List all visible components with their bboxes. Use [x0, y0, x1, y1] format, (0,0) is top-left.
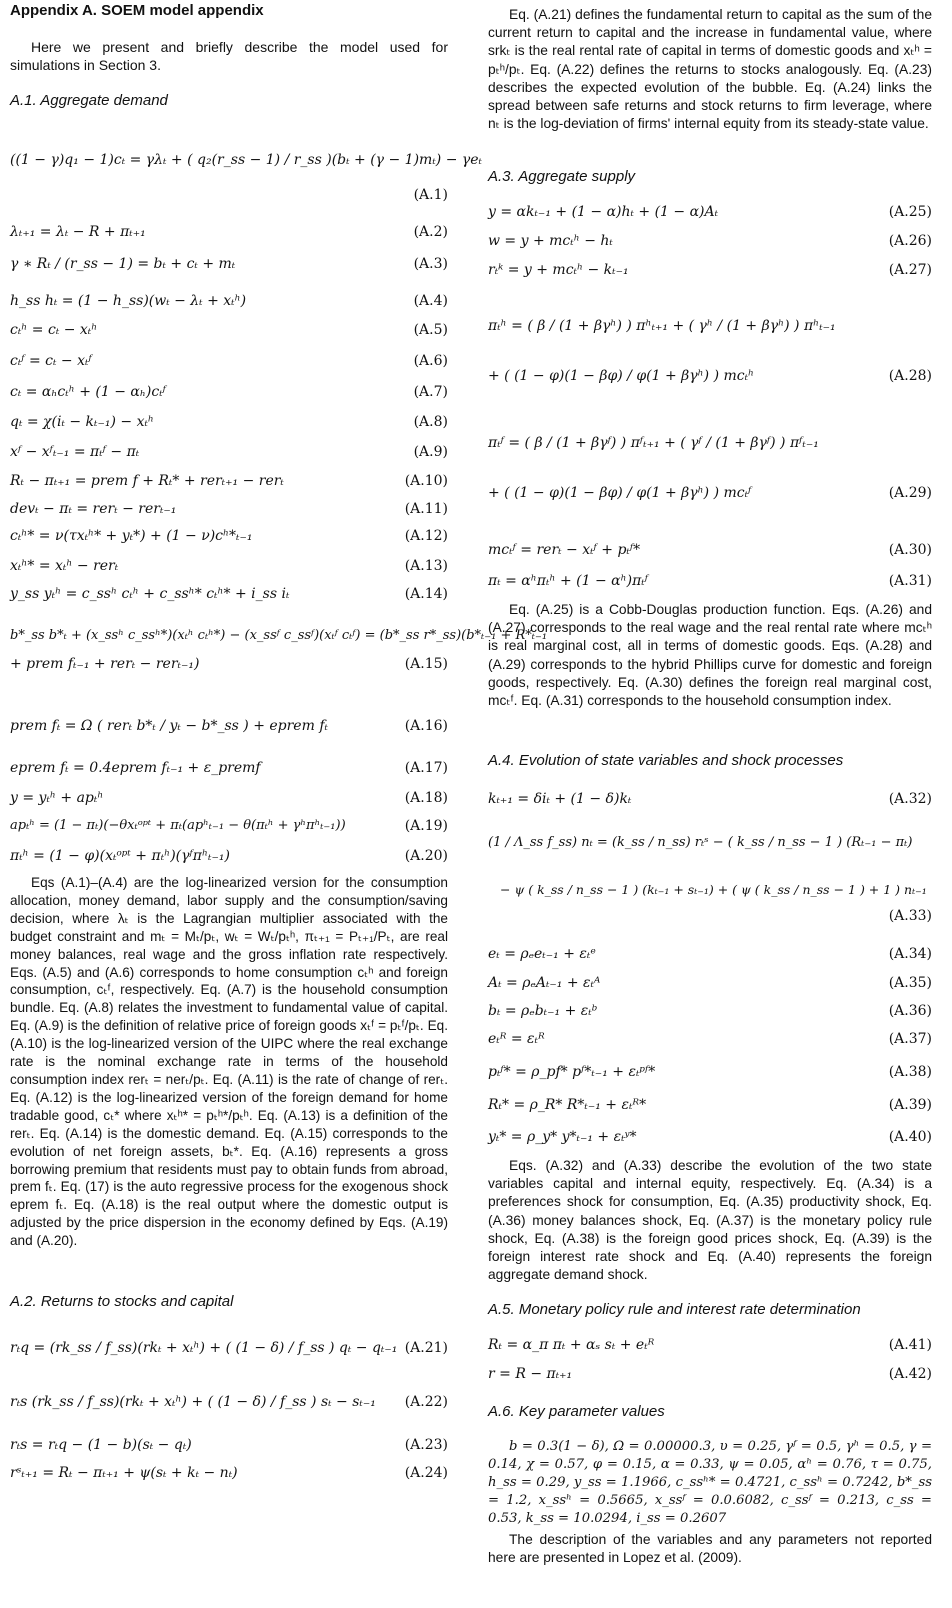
equation-a35: Aₜ = ρₑAₜ₋₁ + εₜᴬ (A.35) [488, 975, 932, 991]
equation-a27: rₜᵏ = y + mcₜʰ − kₜ₋₁ (A.27) [488, 262, 932, 278]
equation-a2: λₜ₊₁ = λₜ − R + πₜ₊₁ (A.2) [10, 224, 448, 240]
section-heading-a5: A.5. Monetary policy rule and interest rate determination [488, 1301, 861, 1318]
equation-a23: rₜs = rₜq − (1 − b)(sₜ − qₜ) (A.23) [10, 1437, 448, 1453]
equation-a22: rₜs (rk_ss / f_ss)(rkₜ + xₜʰ) + ( (1 − δ) / f_ss ) sₜ − sₜ₋₁ (A.22) [10, 1394, 448, 1410]
section-heading-a4: A.4. Evolution of state variables and shock processes [488, 752, 844, 769]
equation-a36: bₜ = ρₑbₜ₋₁ + εₜᵇ (A.36) [488, 1003, 932, 1019]
equation-a13: xₜʰ* = xₜʰ − rerₜ (A.13) [10, 558, 448, 574]
equation-a15-line2: + prem fₜ₋₁ + rerₜ − rerₜ₋₁) (A.15) [10, 656, 448, 672]
a1-description-paragraph: Eqs (A.1)–(A.4) are the log-linearized version for the consumption allocation, money demand, labor supply and the consumption/saving decision, where λₜ is the Lagrangian multiplier associated with the budget constraint and mₜ = Mₜ/pₜ, wₜ = Wₜ/pₜʰ, πₜ₊₁ = Pₜ₊₁/Pₜ, are real money balances, real wage and the gross inflation rate respectively. Eqs. (A.5) and (A.6) corresponds to home consumption cₜʰ and foreign consumption, cₜᶠ, respectively. Eq. (A.7) is the household consumption bundle. Eq. (A.8) relates the investment to fundamental value of capital. Eq. (A.9) is the definition of relative price of foreign goods xₜᶠ = pₜᶠ/pₜ. Eq. (A.10) is the log-linearized version of the UIPC where the real exchange rate is the nominal exchange rate in terms of the household consumption index rerₜ = nerₜ/pₜ. Eq. (A.11) is the rate of change of rerₜ. Eq. (A.12) is the log-linearized version of the foreign demand for home tradable good, cₜ* where xₜʰ* = pₜʰ*/pₜʰ. Eq. (A.13) is a definition of the rerₜ. Eq. (A.14) is the domestic demand. Eq. (A.15) corresponds to the evolution of net foreign assets, bₜ*. Eq. (A.16) represents a gross borrowing premium that residents must pay to obtain funds from abroad, prem fₜ. Eq. (17) is the auto regressive process for the exogenous shock eprem fₜ. Eq. (A.18) is the real output where the domestic output is adjusted by the price dispersion in the economy defined by Eqs. (A.19) and (A.20). [10, 875, 448, 1249]
parameter-values: b = 0.3(1 − δ), Ω = 0.00000.3, υ = 0.25, γᶠ = 0.5, γʰ = 0.5, γ = 0.14, χ = 0.57, φ = 0.15, α = 0.33, ψ = 0.05, αʰ = 0.76, τ = 0.75, h_ss = 0.29, y_ss = 1.1966, c_ssʰ* = 0.4721, c_ssʰ = 0.7242, b*_ss = 1.2, x_ssʰ = 0.5665, x_ssᶠ = 0.0.6082, c_ssᶠ = 0.213, c_ss = 0.53, k_ss = 10.0294, i_ss = 0.2607 [488, 1439, 932, 1526]
equation-a11: devₜ − πₜ = rerₜ − rerₜ₋₁ (A.11) [10, 501, 448, 517]
a3-description-paragraph: Eq. (A.25) is a Cobb-Douglas production function. Eqs. (A.26) and (A.27) corresponds to the real wage and the real rental rate where mcₜʰ is real marginal cost, all in terms of domestic goods. Eqs. (A.28) and (A.29) corresponds to the hybrid Phillips curve for domestic and foreign goods, respectively. Eq. (A.30) defines the foreign real marginal cost, mcₜᶠ. Eq. (A.31) corresponds to the household consumption index. [488, 602, 932, 709]
equation-a5: cₜʰ = cₜ − xₜʰ (A.5) [10, 322, 448, 338]
equation-a24: rˢₜ₊₁ = Rₜ − πₜ₊₁ + ψ(sₜ + kₜ − nₜ) (A.24) [10, 1465, 448, 1481]
equation-a9: xᶠ − xᶠₜ₋₁ = πₜᶠ − πₜ (A.9) [10, 444, 448, 460]
equation-a39: Rₜ* = ρ_R* R*ₜ₋₁ + εₜᴿ* (A.39) [488, 1097, 932, 1113]
equation-a33-line1: (1 / Λ_ss f_ss) nₜ = (k_ss / n_ss) rₜˢ − ( k_ss / n_ss − 1 ) (Rₜ₋₁ − πₜ) [488, 835, 913, 850]
section-heading-a6: A.6. Key parameter values [488, 1403, 665, 1420]
equation-a17: eprem fₜ = 0.4eprem fₜ₋₁ + ε_premf (A.17) [10, 760, 448, 776]
a4-description-paragraph: Eqs. (A.32) and (A.33) describe the evolution of the two state variables capital and internal equity, respectively. Eq. (A.34) is a preferences shock for consumption, Eq. (A.35) productivity shock, Eq. (A.36) money balances shock, Eq. (A.37) is the monetary policy rule shock, Eq. (A.38) is the foreign good prices shock, Eq. (A.39) is the foreign interest rate shock and Eq. (A.40) represents the foreign aggregate demand shock. [488, 1158, 932, 1283]
equation-a25: y = αkₜ₋₁ + (1 − α)hₜ + (1 − α)Aₜ (A.25) [488, 204, 932, 220]
equation-a37: eₜᴿ = εₜᴿ (A.37) [488, 1031, 932, 1047]
equation-a19: apₜʰ = (1 − πₜ)(−θxₜᵒᵖᵗ + πₜ(apʰₜ₋₁ − θ(πₜʰ + γʰπʰₜ₋₁)) (A.19) [10, 818, 448, 834]
equation-a8: qₜ = χ(iₜ − kₜ₋₁) − xₜʰ (A.8) [10, 414, 448, 430]
equation-a26: w = y + mcₜʰ − hₜ (A.26) [488, 233, 932, 249]
equation-a28-line1: πₜʰ = ( β / (1 + βγʰ) ) πʰₜ₊₁ + ( γʰ / (1 + βγʰ) ) πʰₜ₋₁ [488, 318, 836, 334]
equation-a3: γ ∗ Rₜ / (r_ss − 1) = bₜ + cₜ + mₜ (A.3) [10, 256, 448, 272]
equation-a10: Rₜ − πₜ₊₁ = prem f + Rₜ* + rerₜ₊₁ − rerₜ (A.10) [10, 473, 448, 489]
equation-number: (A.1) [413, 187, 448, 203]
equation-a38: pₜᶠ* = ρ_pf* pᶠ*ₜ₋₁ + εₜᵖᶠ* (A.38) [488, 1064, 932, 1080]
equation-a42: r = R − πₜ₊₁ (A.42) [488, 1366, 932, 1382]
equation-a40: yₜ* = ρ_y* y*ₜ₋₁ + εₜʸ* (A.40) [488, 1129, 932, 1145]
equation-a28-line2: + ( (1 − φ)(1 − βφ) / φ(1 + βγʰ) ) mcₜʰ (A.28) [488, 368, 932, 384]
intro-paragraph: Here we present and briefly describe the model used for simulations in Section 3. [10, 39, 448, 74]
equation-a1: ((1 − γ)q₁ − 1)cₜ = γλₜ + ( q₂(r_ss − 1) / r_ss )(bₜ + (γ − 1)mₜ) − γeₜ [10, 152, 482, 168]
equation-a31: πₜ = αʰπₜʰ + (1 − αʰ)πₜᶠ (A.31) [488, 573, 932, 589]
closing-paragraph: The description of the variables and any parameters not reported here are presented in Lopez et al. (2009). [488, 1532, 932, 1566]
equation-a18: y = yₜʰ + apₜʰ (A.18) [10, 790, 448, 806]
equation-a12: cₜʰ* = ν(τxₜʰ* + yₜ*) + (1 − ν)cʰ*ₜ₋₁ (A.12) [10, 528, 448, 544]
equation-a20: πₜʰ = (1 − φ)(xₜᵒᵖᵗ + πₜʰ)(γᶠπʰₜ₋₁) (A.20) [10, 848, 448, 864]
equation-a4: h_ss hₜ = (1 − h_ss)(wₜ − λₜ + xₜʰ) (A.4) [10, 293, 448, 309]
equation-a41: Rₜ = α_π πₜ + αₛ sₜ + eₜᴿ (A.41) [488, 1337, 932, 1353]
equation-a7: cₜ = αₕcₜʰ + (1 − αₕ)cₜᶠ (A.7) [10, 384, 448, 400]
equation-a30: mcₜᶠ = rerₜ − xₜᶠ + pₜᶠ* (A.30) [488, 542, 932, 558]
section-heading-a3: A.3. Aggregate supply [488, 168, 636, 185]
equation-a32: kₜ₊₁ = δiₜ + (1 − δ)kₜ (A.32) [488, 791, 932, 807]
equation-a29-line1: πₜᶠ = ( β / (1 + βγᶠ) ) πᶠₜ₊₁ + ( γᶠ / (1 + βγᶠ) ) πᶠₜ₋₁ [488, 435, 819, 451]
equation-a29-line2: + ( (1 − φ)(1 − βφ) / φ(1 + βγʰ) ) mcₜᶠ (A.29) [488, 485, 932, 501]
a2-description-paragraph: Eq. (A.21) defines the fundamental return to capital as the sum of the current return to capital and the increase in fundamental value, where srkₜ is the real rental rate of capital in terms of domestic goods and xₜʰ = pₜʰ/pₜ. Eq. (A.22) defines the returns to stocks analogously. Eq. (A.23) describes the expected evolution of the bubble. Eq. (A.24) links the spread between safe returns and stock returns to firm leverage, where nₜ is the log-deviation of firms' internal equity from its steady-state value. [488, 7, 932, 132]
equation-a34: eₜ = ρₑeₜ₋₁ + εₜᵉ (A.34) [488, 946, 932, 962]
equation-a33-line2: − ψ ( k_ss / n_ss − 1 ) (kₜ₋₁ + sₜ₋₁) + ( ψ ( k_ss / n_ss − 1 ) + 1 ) nₜ₋₁ [500, 882, 927, 897]
equation-a21: rₜq = (rk_ss / f_ss)(rkₜ + xₜʰ) + ( (1 − δ) / f_ss ) qₜ − qₜ₋₁ (A.21) [10, 1340, 448, 1356]
section-heading-a1: A.1. Aggregate demand [10, 92, 168, 109]
equation-a15-line1: b*_ss b*ₜ + (x_ssʰ c_ssʰ*)(xₜʰ cₜʰ*) − (x_ssᶠ c_ssᶠ)(xₜᶠ cₜᶠ) = (b*_ss r*_ss)(b*ₜ₋₁ + R*ₜ₋₁ [10, 628, 548, 643]
equation-a16: prem fₜ = Ω ( rerₜ b*ₜ / yₜ − b*_ss ) + eprem fₜ (A.16) [10, 718, 448, 734]
section-heading-a2: A.2. Returns to stocks and capital [10, 1293, 234, 1310]
appendix-title: Appendix A. SOEM model appendix [10, 2, 264, 19]
equation-a6: cₜᶠ = cₜ − xₜᶠ (A.6) [10, 353, 448, 369]
equation-a14: y_ss yₜʰ = c_ssʰ cₜʰ + c_ssʰ* cₜʰ* + i_ss iₜ (A.14) [10, 586, 448, 602]
